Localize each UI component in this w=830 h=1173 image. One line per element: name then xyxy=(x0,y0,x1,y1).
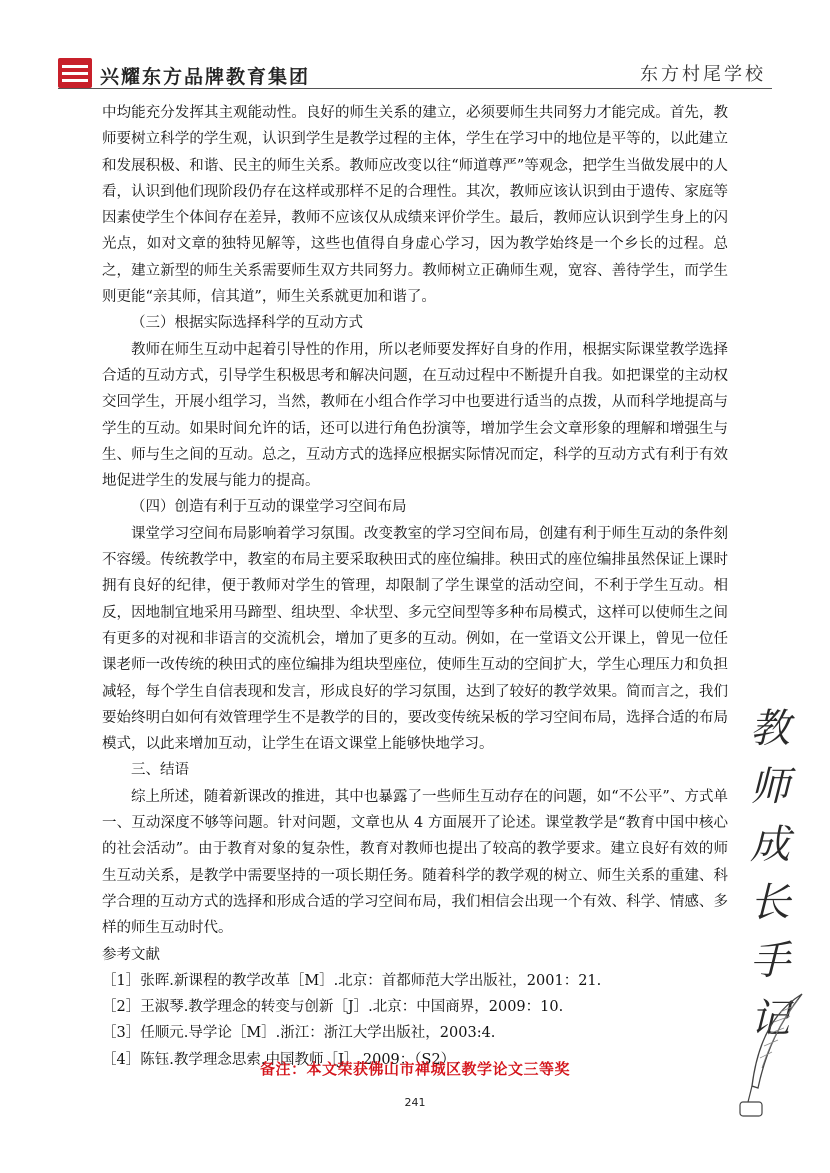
side-char: 记 xyxy=(750,996,790,1042)
article-body xyxy=(102,100,728,1073)
side-char: 师 xyxy=(750,764,790,810)
section-heading-3: （三）根据实际选择科学的互动方式 xyxy=(131,315,363,332)
page-header xyxy=(0,0,830,92)
brand-name: 兴耀东方品牌教育集团 xyxy=(100,66,311,88)
paragraph-continued: 中均能充分发挥其主观能动性。良好的师生关系的建立，必须要师生共同努力才能完成。首先，教师要树立科学的学生观，认识到学生是教学过程的主体，学生在学习中的地位是平等的，以此建立和发展积极、和谐、民主的师生关系。教师应改变以往“师道尊严”等观念，把学生当做发展中的人看，认识到他们现阶段仍存在这样或那样不足的合理性。其次，教师应该认识到由于遗传、家庭等因素使学生个体间存在差异，教师不应该仅从成绩来评价学生。最后，教师应认识到学生身上的闪光点，如对文章的独特见解等，这些也值得自身虚心学习，因为教学始终是一个乡长的过程。总之，建立新型的师生关系需要师生双方共同努力。教师树立正确师生观，宽容、善待学生，而学生则更能“亲其师，信其道”，师生关系就更加和谐了。 xyxy=(102,105,728,306)
paragraph-conclusion: 综上所述，随着新课改的推进，其中也暴露了一些师生互动存在的问题，如“不公平”、方式单一、互动深度不够等问题。针对问题，文章也从 4 方面展开了论述。课堂教学是“教育中国中核心的社会活动”。由于教育对象的复杂性，教育对教师也提出了较高的教学要求。建立良好有效的师生互动关系，是教学中需要坚持的一项长期任务。随着科学的教学观的树立、师生关系的重建、科学合理的互动方式的选择和形成合适的学习空间布局，我们相信会出现一个有效、科学、情感、多样的师生互动时代。 xyxy=(102,788,728,937)
side-char: 成 xyxy=(750,822,790,868)
paragraph-interaction-methods: 教师在师生互动中起着引导性的作用，所以老师要发挥好自身的作用，根据实际课堂教学选择合适的互动方式，引导学生积极思考和解决问题，在互动过程中不断提升自我。如把课堂的主动权交回学生，开展小组学习，当然，教师在小组合作学习中也要进行适当的点拨，从而科学地提高与学生的互动。如果时间允许的话，还可以进行角色扮演等，增加学生会文章形象的理解和增强生与生、师与生之间的互动。总之，互动方式的选择应根据实际情况而定，科学的互动方式有利于有效地促进学生的发展与能力的提高。 xyxy=(102,341,728,490)
side-char: 教 xyxy=(750,706,790,752)
reference-item: ［3］任顺元.导学论［M］.浙江：浙江大学出版社，2003:4. xyxy=(102,1025,496,1042)
conclusion-heading: 三、结语 xyxy=(131,762,189,779)
reference-item: ［4］陈钰.教学理念思索.中国教师［J］.2009：（S2）. xyxy=(102,1051,460,1068)
page-number: 241 xyxy=(404,1096,426,1109)
reference-item: ［1］张晖.新课程的教学改革［M］.北京：首都师范大学出版社，2001：21. xyxy=(102,972,602,989)
reference-item: ［2］王淑琴.教学理念的转变与创新［J］.北京：中国商界，2009：10. xyxy=(102,999,564,1016)
brand-logo-icon xyxy=(58,58,92,88)
side-char: 手 xyxy=(750,938,790,984)
paragraph-space-layout: 课堂学习空间布局影响着学习氛围。改变教室的学习空间布局，创建有利于师生互动的条件刻不容缓。传统教学中，教室的布局主要采取秧田式的座位编排。秧田式的座位编排虽然保证上课时拥有良好的纪律，便于教师对学生的管理，却限制了学生课堂的活动空间，不利于学生互动。相反，因地制宜地采用马蹄型、组块型、伞状型、多元空间型等多种布局模式，这样可以使师生之间有更多的对视和非语言的交流机会，增加了更多的互动。例如，在一堂语文公开课上，曾见一位任课老师一改传统的秧田式的座位编排为组块型座位，使师生互动的空间扩大，学生心理压力和负担减轻，每个学生自信表现和发言，形成良好的学习氛围，达到了较好的教学效果。简而言之，我们要始终明白如何有效管理学生不是教学的目的，要改变传统呆板的学习空间布局，选择合适的布局模式，以此来增加互动，让学生在语文课堂上能够快地学习。 xyxy=(102,525,728,753)
quill-pen-icon xyxy=(736,990,808,1120)
award-note: 备注：本文荣获佛山市禅城区教学论文三等奖 xyxy=(259,1060,570,1078)
school-name: 东方村尾学校 xyxy=(640,64,766,85)
side-char: 长 xyxy=(750,880,790,926)
header-divider xyxy=(58,88,772,89)
section-heading-4: （四）创造有利于互动的课堂学习空间布局 xyxy=(131,499,407,516)
references-title: 参考文献 xyxy=(102,946,160,963)
